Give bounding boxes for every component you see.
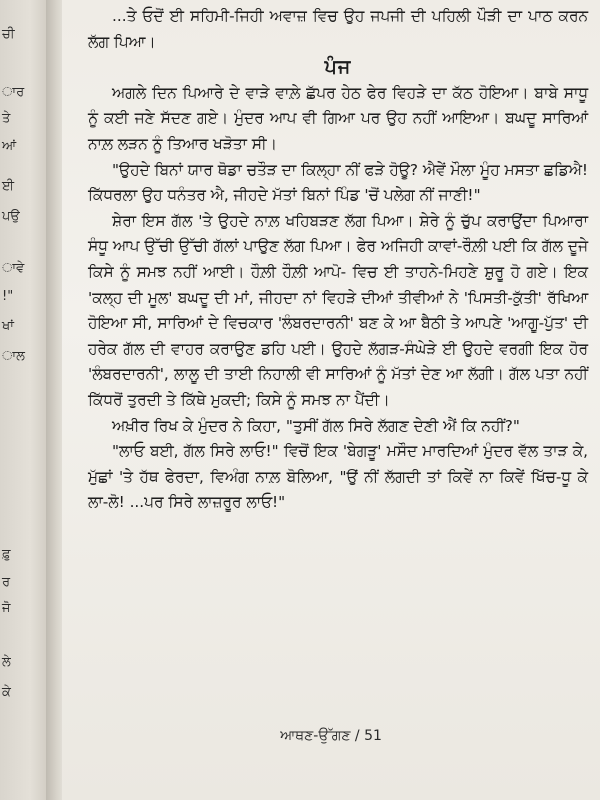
left-page-fragment: ਤੇ <box>2 111 11 126</box>
paragraph: "ਲਾਓ ਬਈ, ਗੱਲ ਸਿਰੇ ਲਾਓ!" ਵਿਚੋਂ ਇਕ 'ਬੇਗੜੂ' ਮਸੌਦ ਮਾਰਦਿਆਂ ਮੁੰਦਰ ਵੱਲ ਤਾੜ ਕੇ, ਮੁੱਛਾਂ 'ਤੇ ਹੱਥ ਫੇਰਦਾ, ਵਿਅੰਗ ਨਾਲ਼ ਬੋਲਿਆ, "ਉਂ ਨੀਂ ਲੱਗਦੀ ਤਾਂ ਕਿਵੇਂ ਨਾ ਕਿਵੇਂ ਖਿੱਚ-ਧੂ ਕੇ ਲਾ-ਲੋ! ...ਪਰ ਸਿਰੇ ਲਾਜ਼ਰੂਰ ਲਾਓ!" <box>88 442 588 512</box>
paragraph: ਸ਼ੇਰਾ ਇਸ ਗੱਲ 'ਤੇ ਉਹਦੇ ਨਾਲ਼ ਖਹਿਬੜਣ ਲੱਗ ਪਿਆ। ਸ਼ੇਰੇ ਨੂੰ ਚੁੱਪ ਕਰਾਉਂਦਾ ਪਿਆਰਾ ਸੰਧੂ ਆਪ ਉੱਚੀ ਉੱਚੀ ਗੱਲਾਂ ਪਾਉਣ ਲੱਗ ਪਿਆ। ਫੇਰ ਅਜਿਹੀ ਕਾਵਾਂ-ਰੌਲ਼ੀ ਪਈ ਕਿ ਗੱਲ ਦੂਜੇ ਕਿਸੇ ਨੂੰ ਸਮਝ ਨਹੀਂ ਆਈ। ਹੌਲ਼ੀ ਹੌਲ਼ੀ ਆਪੋ- ਵਿਚ ਈ ਤਾਹਨੇ-ਮਿਹਣੇ ਸ਼ੁਰੂ ਹੋ ਗਏ। ਇਕ 'ਕਲ੍ਹ ਦੀ ਮੂਲ' ਬਘਦੂ ਦੀ ਮਾਂ, ਜੀਹਦਾ ਨਾਂ ਵਿਹੜੇ ਦੀਆਂ ਤੀਵੀਆਂ ਨੇ 'ਪਿਸਤੀ-ਕੁੱਤੀ' ਰੱਖਿਆ ਹੋਇਆ ਸੀ, ਸਾਰਿਆਂ ਦੇ ਵਿਚਕਾਰ 'ਲੰਬਰਦਾਰਨੀ' ਬਣ ਕੇ ਆ ਬੈਠੀ ਤੇ ਆਪਣੇ 'ਆਗੂ-ਪੁੱਤ' ਦੀ ਹਰੇਕ ਗੱਲ ਦੀ ਵਾਹਰ ਕਰਾਉਣ ਡਹਿ ਪਈ। ਉਹਦੇ ਲੱਗੜ-ਸੰਘੇੜੇ ਈ ਉਹਦੇ ਵਰਗੀ ਇਕ ਹੋਰ 'ਲੰਬਰਦਾਰਨੀ', ਲਾਲੂ ਦੀ ਤਾਈ ਨਿਹਾਲੀ ਵੀ ਸਾਰਿਆਂ ਨੂੰ ਮੱਤਾਂ ਦੇਣ ਆ ਲੱਗੀ। ਗੱਲ ਪਤਾ ਨਹੀਂ ਕਿੱਧਰੋਂ ਤੁਰਦੀ ਤੇ ਕਿੱਥੇ ਮੁਕਦੀ; ਕਿਸੇ ਨੂੰ ਸਮਝ ਨਾ ਪੈਂਦੀ। <box>88 211 588 409</box>
left-page-fragment: ਕੇ <box>2 685 11 700</box>
previous-page-edge <box>0 0 50 800</box>
left-page-fragment: !" <box>2 289 14 304</box>
paragraph: ...ਤੇ ਓਦੋਂ ਈ ਸਹਿਮੀ-ਜਿਹੀ ਅਵਾਜ਼ ਵਿਚ ਉਹ ਜਪਜੀ ਦੀ ਪਹਿਲੀ ਪੌੜੀ ਦਾ ਪਾਠ ਕਰਨ ਲੱਗ ਪਿਆ। <box>88 7 588 51</box>
paragraph: ਅਗਲੇ ਦਿਨ ਪਿਆਰੇ ਦੇ ਵਾੜੇ ਵਾਲ਼ੇ ਛੱਪਰ ਹੇਠ ਫੇਰ ਵਿਹੜੇ ਦਾ ਕੱਠ ਹੋਇਆ। ਬਾਬੇ ਸਾਧੂ ਨੂੰ ਕਈ ਜਣੇ ਸੱਦਣ ਗਏ। ਮੁੰਦਰ ਆਪ ਵੀ ਗਿਆ ਪਰ ਉਹ ਨਹੀਂ ਆਇਆ। ਬਘਦੂ ਸਾਰਿਆਂ ਨਾਲ਼ ਲੜਨ ਨੂੰ ਤਿਆਰ ਖੜੋਤਾ ਸੀ। <box>88 83 588 153</box>
left-page-fragment: ਾਰ <box>2 85 25 100</box>
left-page-fragment: ਫ਼ੁ <box>2 547 11 562</box>
left-page-fragment: ਚੀ <box>2 27 15 42</box>
left-page-fragment: ਾਲ <box>2 349 25 364</box>
page-body <box>88 4 588 516</box>
book-page <box>62 0 600 800</box>
left-page-fragment: ਖਾਂ <box>2 319 14 334</box>
paragraph: "ਉਹਦੇ ਬਿਨਾਂ ਯਾਰ ਥੋਡਾ ਚਤੌੜ ਦਾ ਕਿਲ੍ਹਾ ਨੀਂ ਫੜੇ ਹੋਊ? ਐਵੇਂ ਮੌਲਾ ਮੂੰਹ ਮਸਤਾ ਛਡਿਐ! ਕਿੱਧਰਲਾ ਉਹ ਧਨੰਤਰ ਐ, ਜੀਹਦੇ ਮੱਤਾਂ ਬਿਨਾਂ ਪਿੰਡ 'ਚੋਂ ਪਲੇਗ ਨੀਂ ਜਾਣੀ!" <box>88 160 588 205</box>
left-page-fragment: ਲੇ <box>2 655 11 670</box>
left-page-fragment: ਆਂ <box>2 139 17 154</box>
left-page-fragment: ਪਉ <box>2 209 20 224</box>
page-footer: ਆਥਣ-ਉੱਗਣ / 51 <box>280 728 382 744</box>
chapter-heading: ਪੰਜ <box>324 56 352 79</box>
left-page-fragment: ਰ <box>2 575 11 590</box>
left-page-fragment: ਈ <box>2 179 15 194</box>
left-page-fragment: ਜੋ <box>2 601 11 616</box>
paragraph: ਅਖ਼ੀਰ ਰਿਖ ਕੇ ਮੁੰਦਰ ਨੇ ਕਿਹਾ, "ਤੁਸੀਂ ਗੱਲ ਸਿਰੇ ਲੱਗਣ ਦੇਣੀ ਐਂ ਕਿ ਨਹੀਂ?" <box>112 416 520 435</box>
left-page-fragment: ਾਵੇ <box>2 261 25 276</box>
